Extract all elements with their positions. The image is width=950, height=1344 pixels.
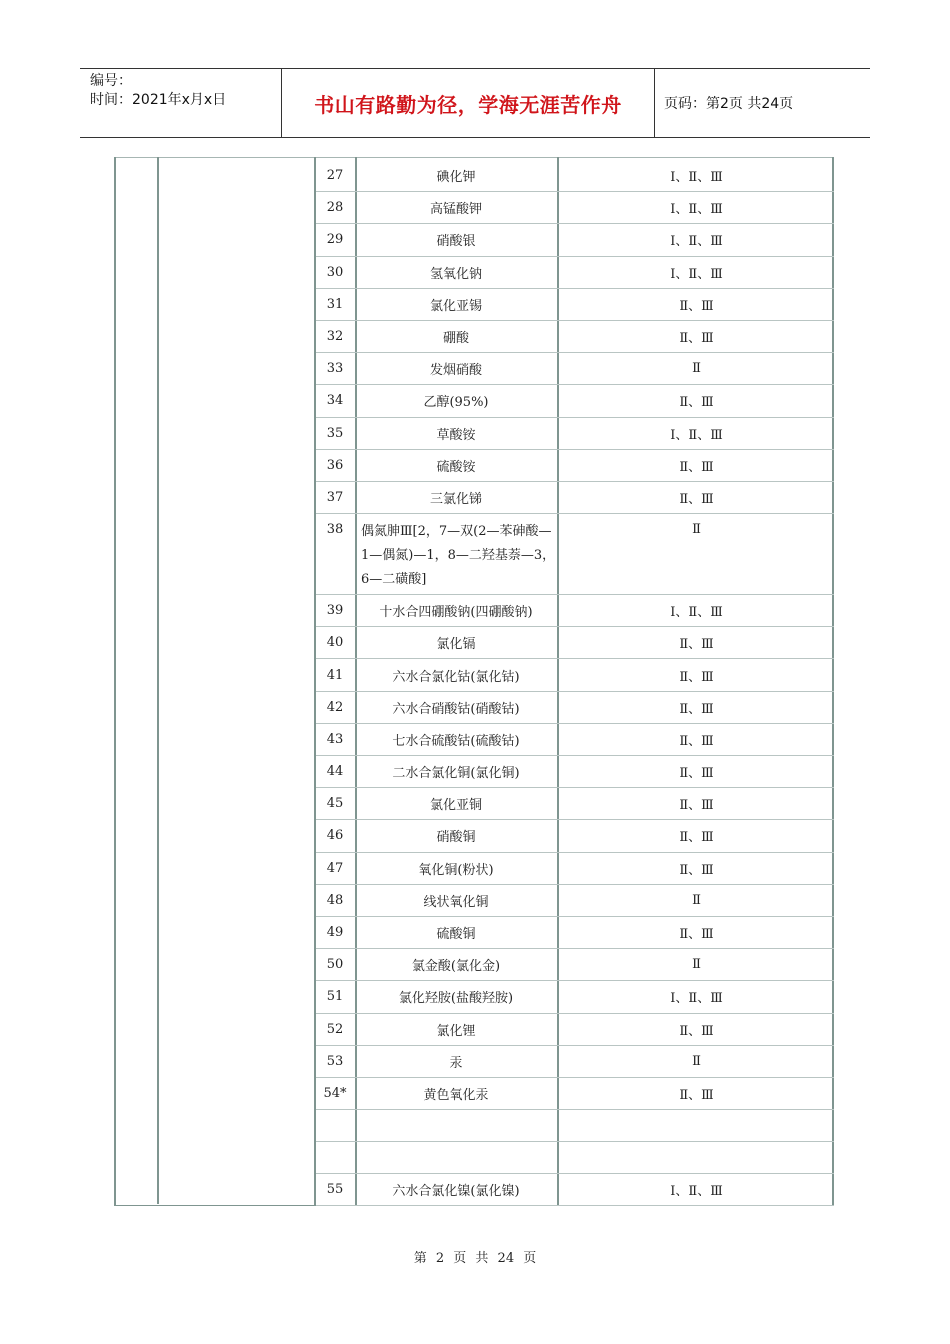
row-number: 44 [326,764,344,780]
row-number: 40 [326,635,344,651]
table-row [316,1046,834,1078]
table-row [316,1142,834,1174]
class-level: Ⅱ [692,522,701,538]
page-header [80,68,870,138]
table-row [316,917,834,949]
reagent-name: 六水合硝酸钴(硝酸钴) [392,701,520,717]
class-level: Ⅰ、Ⅱ、Ⅲ [670,202,723,218]
class-level: Ⅱ、Ⅲ [679,766,714,782]
row-number: 39 [326,603,344,619]
page-footer: 第 2 页 共 24 页 [413,1251,537,1266]
table-row [316,385,834,417]
reagent-name [356,1142,556,1173]
row-number: 32 [326,329,344,345]
reagent-name: 硫酸铜 [436,927,476,943]
table-row [316,160,834,192]
row-number: 43 [326,731,344,747]
table-row [316,724,834,756]
class-level: Ⅰ、Ⅱ、Ⅲ [670,991,723,1007]
row-number: 30 [326,264,344,280]
class-level: Ⅱ、Ⅲ [679,637,714,653]
code-label: 编号： [90,73,132,89]
table-row [316,1174,834,1206]
row-number: 41 [326,667,344,683]
row-number: 29 [326,232,344,248]
table-row [316,595,834,627]
reagent-name: 硼酸 [442,331,469,347]
table-row [316,192,834,224]
row-number: 34 [326,393,344,409]
table-col-divider [157,157,159,1204]
reagent-name: 氯化亚锡 [429,298,482,314]
class-level: Ⅱ、Ⅲ [679,701,714,717]
reagent-name: 黄色氧化汞 [423,1087,489,1103]
class-level: Ⅱ、Ⅲ [679,830,714,846]
table-top-border [114,157,834,158]
table-row [316,788,834,820]
time-label: 时间：2021年x月x日 [90,92,227,108]
table-row [316,224,834,256]
class-level: Ⅱ [692,361,701,377]
table-left-border [114,157,116,1206]
reagent-name: 偶氮胂Ⅲ[2，7—双(2—苯砷酸—1—偶氮)—1，8—二羟基萘—3，6—二磺酸] [361,524,556,588]
table-row [316,514,834,595]
reagent-table [316,160,834,1206]
row-number: 51 [326,989,344,1005]
row-number: 38 [326,522,344,538]
reagent-name: 高锰酸钾 [429,202,482,218]
class-level: Ⅰ、Ⅱ、Ⅲ [670,170,723,186]
row-number [316,1110,354,1141]
class-level: Ⅰ、Ⅱ、Ⅲ [670,1184,723,1200]
class-level: Ⅱ [692,892,701,908]
row-number: 46 [326,828,344,844]
header-motto: 书山有路勤为径，学海无涯苦作舟 [314,92,622,117]
row-number: 33 [326,361,344,377]
class-level: Ⅱ、Ⅲ [679,669,714,685]
class-level: Ⅱ、Ⅲ [679,1023,714,1039]
reagent-name: 氯化锂 [436,1023,476,1039]
table-row [316,820,834,852]
class-level: Ⅱ、Ⅲ [679,491,714,507]
table-row [316,1014,834,1046]
row-number: 31 [326,296,344,312]
row-number: 52 [326,1021,344,1037]
reagent-name: 草酸铵 [436,427,476,443]
table-row [316,692,834,724]
table-row [316,627,834,659]
class-level: Ⅱ、Ⅲ [679,395,714,411]
row-number: 36 [326,457,344,473]
reagent-name: 硫酸铵 [436,459,476,475]
table-bottom-border [114,1205,314,1206]
class-level: Ⅱ、Ⅲ [679,862,714,878]
class-level: Ⅰ、Ⅱ、Ⅲ [670,605,723,621]
reagent-name: 硝酸铜 [436,830,476,846]
reagent-name: 二水合氯化铜(氯化铜) [392,766,520,782]
header-page-info: 页码：第2页 共24页 [664,96,794,112]
table-row [316,353,834,385]
class-level [559,1142,834,1173]
row-number: 37 [326,489,344,505]
class-level: Ⅰ、Ⅱ、Ⅲ [670,266,723,282]
row-number: 45 [326,796,344,812]
row-number: 42 [326,699,344,715]
reagent-name: 氯金酸(氯化金) [411,959,501,975]
reagent-name [356,1110,556,1141]
header-divider [654,69,655,137]
reagent-name: 氢氧化钠 [429,266,482,282]
reagent-name: 发烟硝酸 [429,363,482,379]
reagent-name: 汞 [449,1055,463,1071]
reagent-name: 三氯化锑 [429,491,482,507]
table-row [316,756,834,788]
table-row [316,949,834,981]
row-number: 50 [326,957,344,973]
class-level: Ⅱ [692,957,701,973]
row-number: 47 [326,860,344,876]
reagent-name: 六水合氯化钴(氯化钴) [392,669,520,685]
table-row [316,450,834,482]
reagent-name: 六水合氯化镍(氯化镍) [392,1184,520,1200]
reagent-name: 氧化铜(粉状) [418,862,494,878]
reagent-name: 氯化羟胺(盐酸羟胺) [398,991,514,1007]
reagent-name: 碘化钾 [436,170,476,186]
reagent-name: 线状氧化铜 [423,894,489,910]
table-row [316,289,834,321]
row-number: 54* [323,1085,347,1101]
row-number: 49 [326,925,344,941]
reagent-name: 硝酸银 [436,234,476,250]
table-row [316,1110,834,1142]
table-row [316,482,834,514]
row-number [316,1142,354,1173]
table-row [316,981,834,1013]
row-number: 35 [326,425,344,441]
table-row [316,853,834,885]
class-level [559,1110,834,1141]
class-level: Ⅱ、Ⅲ [679,459,714,475]
class-level: Ⅱ、Ⅲ [679,1087,714,1103]
table-row [316,321,834,353]
row-number: 27 [326,168,344,184]
row-number: 48 [326,892,344,908]
class-level: Ⅱ、Ⅲ [679,798,714,814]
class-level: Ⅱ、Ⅲ [679,331,714,347]
row-number: 53 [326,1053,344,1069]
reagent-name: 氯化亚铜 [429,798,482,814]
reagent-name: 乙醇(95%) [423,395,489,411]
class-level: Ⅱ、Ⅲ [679,927,714,943]
reagent-name: 七水合硫酸钴(硫酸钴) [392,733,520,749]
table-row [316,885,834,917]
row-number: 55 [326,1182,344,1198]
row-number: 28 [326,200,344,216]
class-level: Ⅰ、Ⅱ、Ⅲ [670,427,723,443]
table-row [316,659,834,691]
class-level: Ⅱ、Ⅲ [679,733,714,749]
header-meta [90,72,226,110]
class-level: Ⅱ [692,1053,701,1069]
class-level: Ⅰ、Ⅱ、Ⅲ [670,234,723,250]
reagent-name: 十水合四硼酸钠(四硼酸钠) [379,605,533,621]
reagent-name: 氯化镉 [436,637,476,653]
table-row [316,1078,834,1110]
class-level: Ⅱ、Ⅲ [679,298,714,314]
table-row [316,257,834,289]
table-row [316,418,834,450]
